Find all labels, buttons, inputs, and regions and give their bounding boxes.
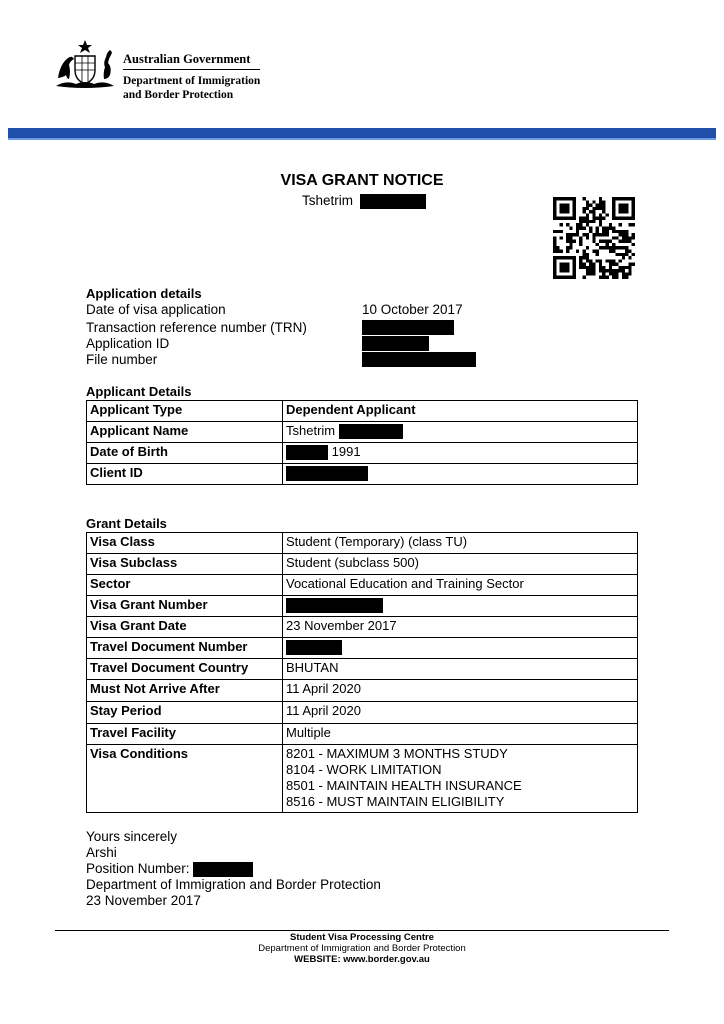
department-line-1: Department of Immigration: [123, 75, 261, 87]
redacted-grant-number: [286, 598, 383, 613]
app-label-trn: Transaction reference number (TRN): [86, 320, 307, 335]
applicant-name-cell: [283, 422, 638, 443]
client-id-label: Client ID: [87, 464, 283, 485]
footer-centre-name: Student Visa Processing Centre: [290, 932, 434, 943]
table-row: [87, 596, 638, 617]
travel-document-number-label: Travel Document Number: [87, 638, 283, 659]
table-row: [87, 464, 638, 485]
redacted-client-id: [286, 466, 368, 481]
visa-class-value: Student (Temporary) (class TU): [283, 533, 638, 554]
signoff-date: 23 November 2017: [86, 893, 201, 908]
table-row: [87, 617, 638, 638]
dob-label: Date of Birth: [87, 443, 283, 464]
table-row: [87, 745, 638, 813]
client-id-cell: [283, 464, 638, 485]
closing-text: Yours sincerely: [86, 829, 178, 844]
grant-details-heading: Grant Details: [86, 516, 167, 531]
must-not-arrive-after-value: 11 April 2020: [283, 680, 638, 702]
government-name: Australian Government: [123, 52, 260, 70]
redacted-travel-document-number: [286, 640, 342, 655]
app-label-application-id: Application ID: [86, 336, 170, 351]
must-not-arrive-after-label: Must Not Arrive After: [87, 680, 283, 702]
table-row: [87, 554, 638, 575]
table-row: [87, 443, 638, 464]
table-row: [87, 422, 638, 443]
visa-condition-item: 8516 - MUST MAINTAIN ELIGIBILITY: [286, 794, 505, 809]
visa-condition-item: 8501 - MAINTAIN HEALTH INSURANCE: [286, 778, 522, 793]
visa-grant-date-label: Visa Grant Date: [87, 617, 283, 638]
table-row: [87, 638, 638, 659]
visa-condition-item: 8201 - MAXIMUM 3 MONTHS STUDY: [286, 746, 508, 761]
header-banner-underline: [8, 138, 716, 140]
stay-period-value: 11 April 2020: [283, 702, 638, 724]
applicant-type-label: Applicant Type: [87, 401, 283, 422]
visa-subclass-value: Student (subclass 500): [283, 554, 638, 575]
applicant-name-label: Applicant Name: [87, 422, 283, 443]
qr-code-icon: [553, 197, 635, 279]
app-label-file-number: File number: [86, 352, 158, 367]
footer-department: Department of Immigration and Border Protection: [258, 943, 466, 954]
redacted-file-number: [362, 352, 476, 367]
holder-name: [302, 193, 426, 209]
signer-name: Arshi: [86, 845, 117, 860]
applicant-name-value: Tshetrim: [286, 423, 336, 438]
table-row: [87, 659, 638, 680]
travel-document-number-cell: [283, 638, 638, 659]
applicant-type-value: Dependent Applicant: [283, 401, 638, 422]
position-number-line: [86, 861, 381, 877]
signoff-department: Department of Immigration and Border Protection: [86, 877, 381, 892]
visa-condition-item: 8104 - WORK LIMITATION: [286, 762, 442, 777]
applicant-details-table: [86, 400, 638, 485]
table-row: [87, 680, 638, 702]
agency-header: [123, 52, 260, 102]
table-row: [87, 401, 638, 422]
position-number-label: Position Number:: [86, 861, 190, 876]
stay-period-label: Stay Period: [87, 702, 283, 724]
visa-subclass-label: Visa Subclass: [87, 554, 283, 575]
redacted-trn: [362, 320, 454, 335]
footer-divider: [55, 930, 669, 931]
redacted-position-number: [193, 862, 253, 877]
redacted-surname: [360, 194, 426, 209]
visa-class-label: Visa Class: [87, 533, 283, 554]
table-row: [87, 533, 638, 554]
travel-document-country-label: Travel Document Country: [87, 659, 283, 680]
redacted-surname: [339, 424, 403, 439]
department-line-2: and Border Protection: [123, 89, 234, 101]
visa-grant-number-cell: [283, 596, 638, 617]
table-row: [87, 702, 638, 724]
travel-facility-label: Travel Facility: [87, 724, 283, 745]
page-title: VISA GRANT NOTICE: [280, 172, 444, 189]
footer-website: WEBSITE: www.border.gov.au: [294, 954, 430, 965]
sector-label: Sector: [87, 575, 283, 596]
sector-value: Vocational Education and Training Sector: [283, 575, 638, 596]
visa-conditions-label: Visa Conditions: [87, 745, 283, 813]
table-row: [87, 575, 638, 596]
header-banner: [8, 128, 716, 138]
applicant-details-heading: Applicant Details: [86, 384, 192, 399]
travel-document-country-value: BHUTAN: [283, 659, 638, 680]
app-value-date: 10 October 2017: [362, 302, 463, 317]
table-row: [87, 724, 638, 745]
travel-facility-value: Multiple: [283, 724, 638, 745]
dob-cell: [283, 443, 638, 464]
signoff-block: [86, 829, 381, 909]
visa-conditions-cell: [283, 745, 638, 813]
redacted-application-id: [362, 336, 429, 351]
grant-details-table: [86, 532, 638, 813]
app-label-date: Date of visa application: [86, 302, 226, 317]
redacted-dob: [286, 445, 328, 460]
visa-grant-date-value: 23 November 2017: [283, 617, 638, 638]
dob-year: 1991: [331, 444, 361, 459]
coat-of-arms-icon: [50, 38, 120, 92]
visa-grant-number-label: Visa Grant Number: [87, 596, 283, 617]
holder-first-name: Tshetrim: [302, 193, 354, 208]
application-details-heading: Application details: [86, 286, 202, 301]
